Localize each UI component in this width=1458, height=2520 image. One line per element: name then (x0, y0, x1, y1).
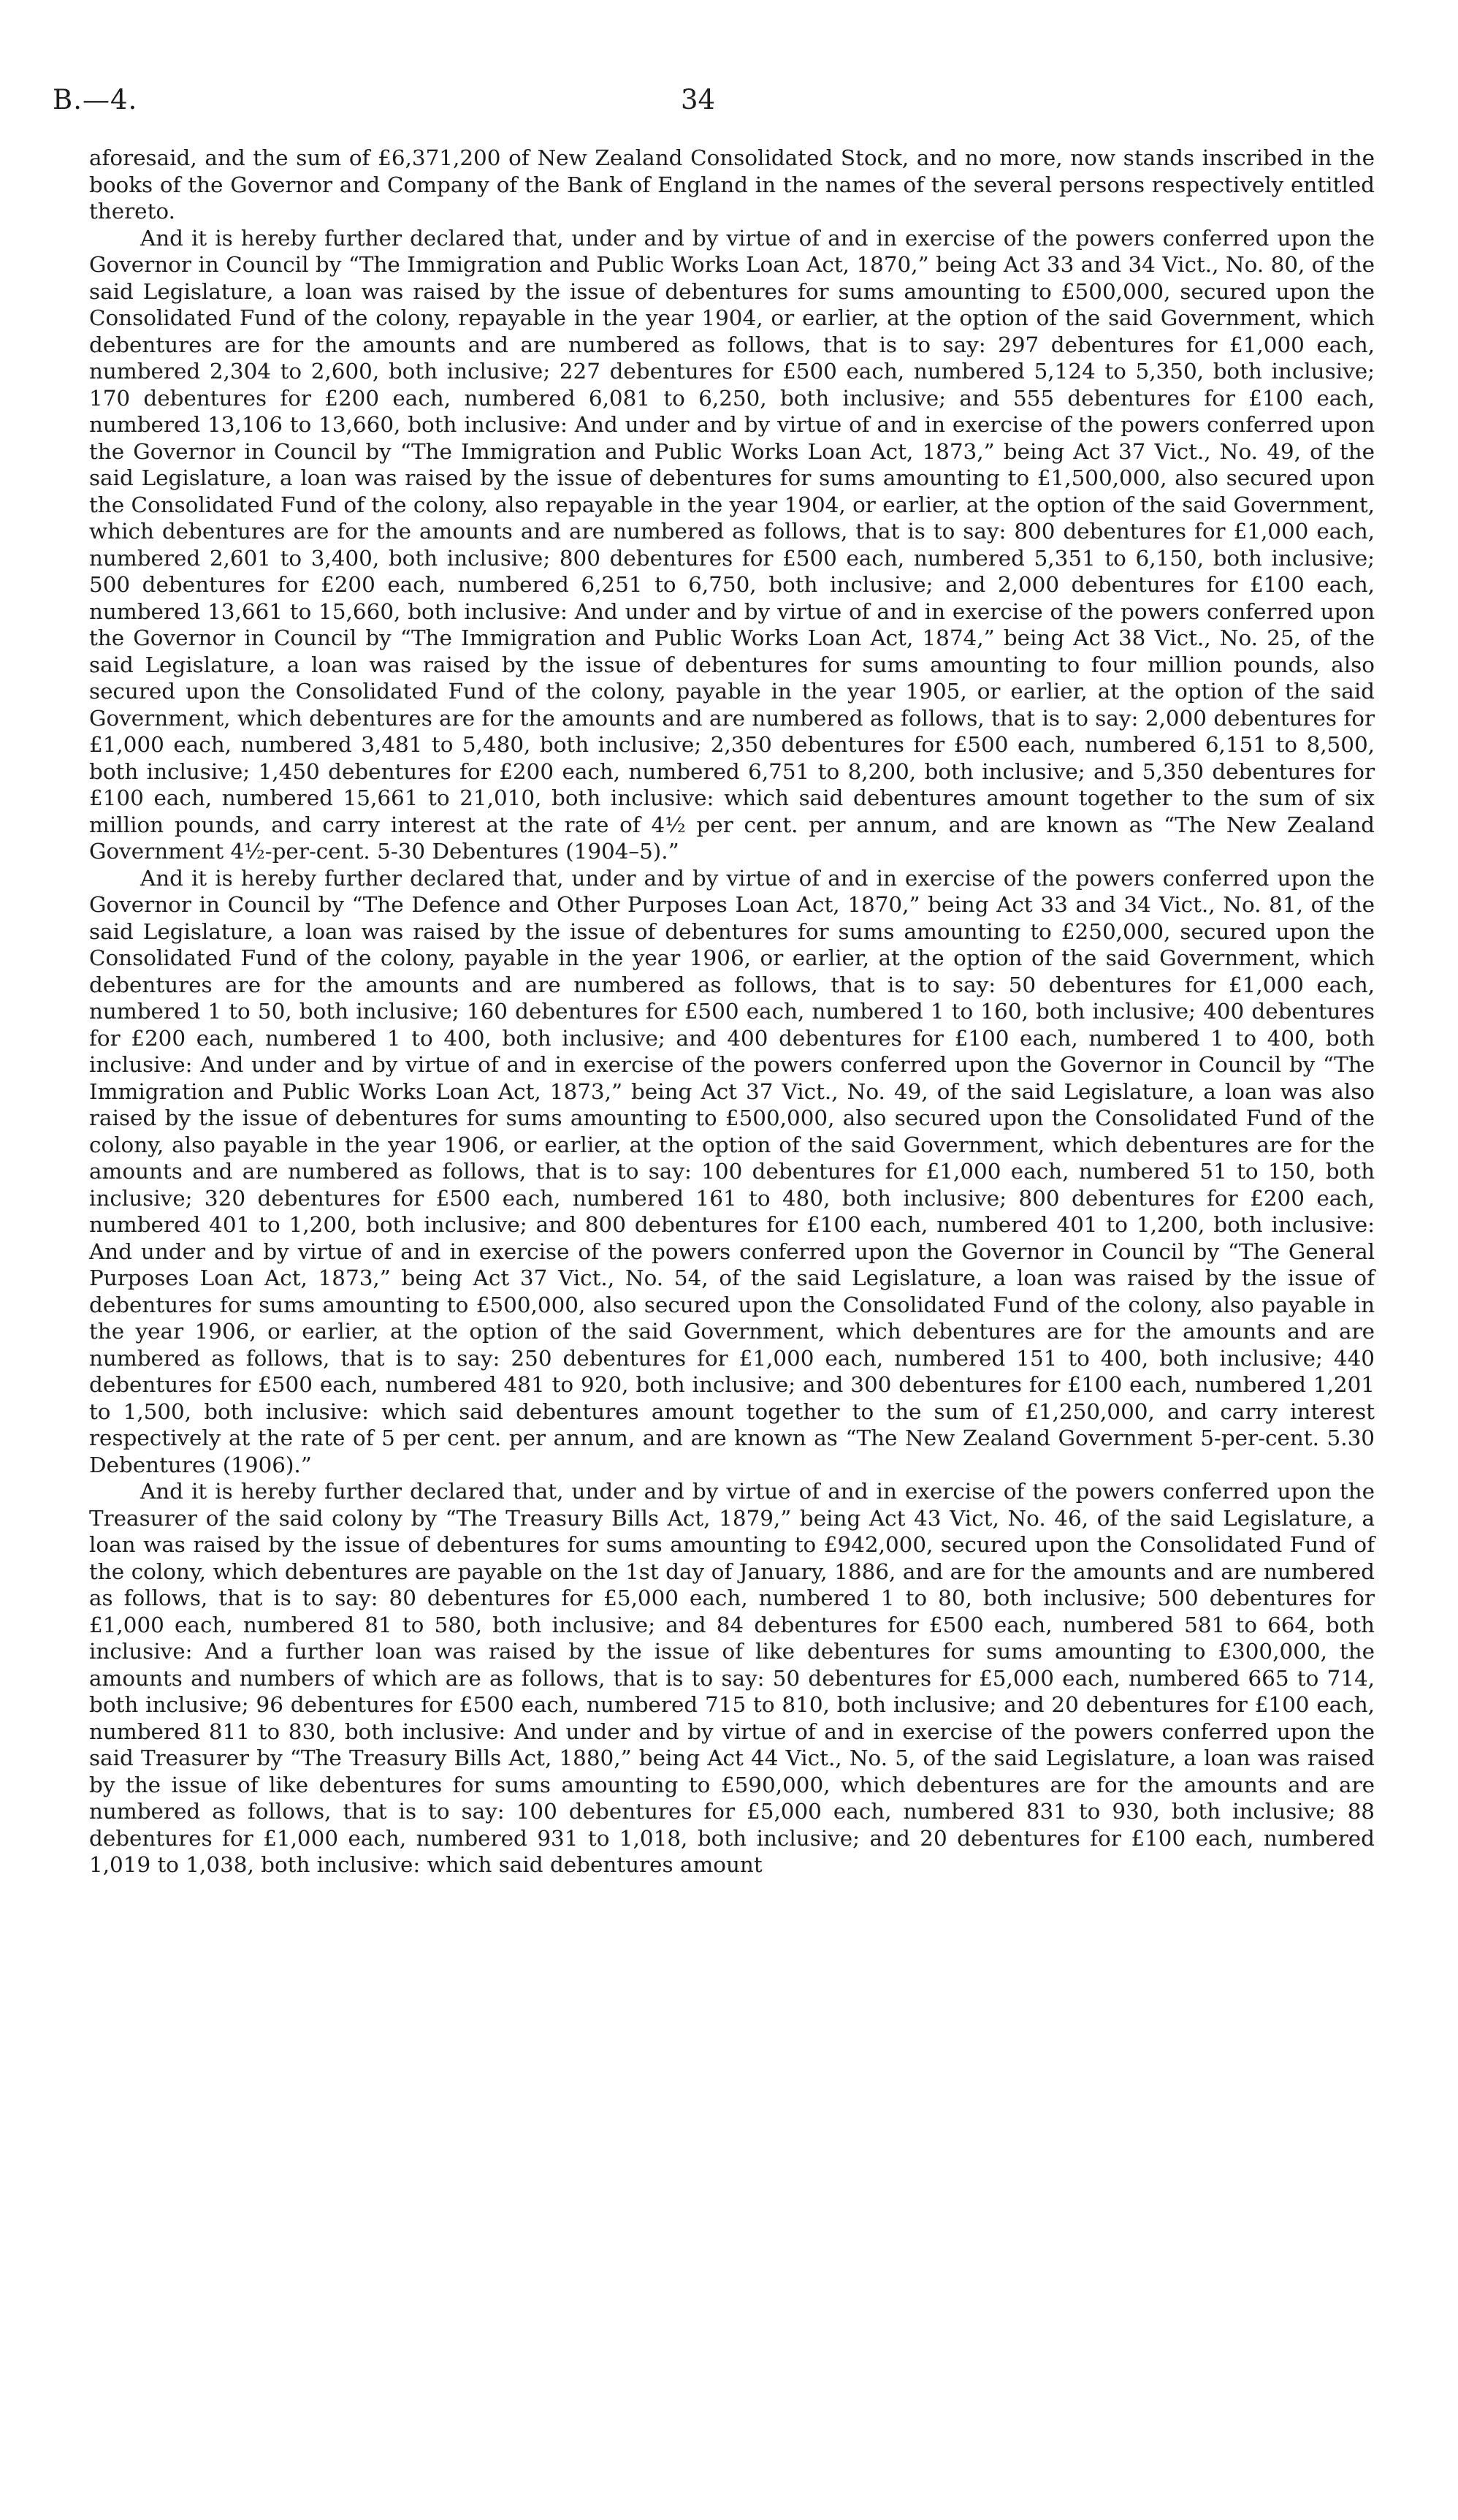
body-text (89, 145, 1375, 1878)
paragraph-treasury-bills: And it is hereby further declared that, under and by virtue of and in exercise of the powers conferred upon the Treasurer of the said colony by “The Treasury Bills Act, 1879,” being Act 43 Vict, No. 46, of the said Legislature, a loan was raised by the issue of debentures for sums amounting to £942,000, secured upon the Consolidated Fund of the colony, which debentures are payable on the 1st day of January, 1886, and are for the amounts and are numbered as follows, that is to say: 80 debentures for £5,000 each, numbered 1 to 80, both inclusive; 500 debentures for £1,000 each, numbered 81 to 580, both inclusive; and 84 debentures for £500 each, numbered 581 to 664, both inclusive: And a further loan was raised by the issue of like debentures for sums amounting to £300,000, the amounts and numbers of which are as follows, that is to say: 50 debentures for £5,000 each, numbered 665 to 714, both inclusive; 96 debentures for £500 each, numbered 715 to 810, both inclusive; and 20 debentures for £100 each, numbered 811 to 830, both inclusive: And under and by virtue of and in exercise of the powers conferred upon the said Treasurer by “The Treasury Bills Act, 1880,” being Act 44 Vict., No. 5, of the said Legislature, a loan was raised by the issue of like debentures for sums amounting to £590,000, which debentures are for the amounts and are numbered as follows, that is to say: 100 debentures for £5,000 each, numbered 831 to 930, both inclusive; 88 debentures for £1,000 each, numbered 931 to 1,018, both inclusive; and 20 debentures for £100 each, numbered 1,019 to 1,038, both inclusive: which said debentures amount (89, 1479, 1375, 1877)
page-header (53, 84, 1375, 128)
paragraph-continuation: aforesaid, and the sum of £6,371,200 of New Zealand Consolidated Stock, and no more, now stands inscribed in the books of the Governor and Company of the Bank of England in the names of the several persons respectively entitled thereto. (89, 145, 1375, 224)
document-reference: B.—4. (53, 84, 138, 115)
page-number: 34 (681, 84, 716, 115)
paragraph-immigration-loans: And it is hereby further declared that, under and by virtue of and in exercise of the powers conferred upon the Governor in Council by “The Immigration and Public Works Loan Act, 1870,” being Act 33 and 34 Vict., No. 80, of the said Legislature, a loan was raised by the issue of debentures for sums amounting to £500,000, secured upon the Consolidated Fund of the colony, repayable in the year 1904, or earlier, at the option of the said Government, which debentures are for the amounts and are numbered as follows, that is to say: 297 debentures for £1,000 each, numbered 2,304 to 2,600, both inclusive; 227 debentures for £500 each, numbered 5,124 to 5,350, both inclusive; 170 debentures for £200 each, numbered 6,081 to 6,250, both inclusive; and 555 debentures for £100 each, numbered 13,106 to 13,660, both inclusive: And under and by virtue of and in exercise of the powers conferred upon the Governor in Council by “The Immigration and Public Works Loan Act, 1873,” being Act 37 Vict., No. 49, of the said Legislature, a loan was raised by the issue of debentures for sums amounting to £1,500,000, also secured upon the Consolidated Fund of the colony, also repayable in the year 1904, or earlier, at the option of the said Government, which debentures are for the amounts and are numbered as follows, that is to say: 800 debentures for £1,000 each, numbered 2,601 to 3,400, both inclusive; 800 debentures for £500 each, numbered 5,351 to 6,150, both inclusive; 500 debentures for £200 each, numbered 6,251 to 6,750, both inclusive; and 2,000 debentures for £100 each, numbered 13,661 to 15,660, both inclusive: And under and by virtue of and in exercise of the powers conferred upon the Governor in Council by “The Immigration and Public Works Loan Act, 1874,” being Act 38 Vict., No. 25, of the said Legislature, a loan was raised by the issue of debentures for sums amounting to four million pounds, also secured upon the Consolidated Fund of the colony, payable in the year 1905, or earlier, at the option of the said Government, which debentures are for the amounts and are numbered as follows, that is to say: 2,000 debentures for £1,000 each, numbered 3,481 to 5,480, both inclusive; 2,350 debentures for £500 each, numbered 6,151 to 8,500, both inclusive; 1,450 debentures for £200 each, numbered 6,751 to 8,200, both inclusive; and 5,350 debentures for £100 each, numbered 15,661 to 21,010, both inclusive: which said debentures amount together to the sum of six million pounds, and carry interest at the rate of 4½ per cent. per annum, and are known as “The New Zealand Government 4½-per-cent. 5-30 Debentures (1904–5).” (89, 225, 1375, 864)
paragraph-defence-loans: And it is hereby further declared that, under and by virtue of and in exercise of the powers conferred upon the Governor in Council by “The Defence and Other Purposes Loan Act, 1870,” being Act 33 and 34 Vict., No. 81, of the said Legislature, a loan was raised by the issue of debentures for sums amounting to £250,000, secured upon the Consolidated Fund of the colony, payable in the year 1906, or earlier, at the option of the said Government, which debentures are for the amounts and are numbered as follows, that is to say: 50 debentures for £1,000 each, numbered 1 to 50, both inclusive; 160 debentures for £500 each, numbered 1 to 160, both inclusive; 400 debentures for £200 each, numbered 1 to 400, both inclusive; and 400 debentures for £100 each, numbered 1 to 400, both inclusive: And under and by virtue of and in exercise of the powers conferred upon the Governor in Council by “The Immigration and Public Works Loan Act, 1873,” being Act 37 Vict., No. 49, of the said Legislature, a loan was also raised by the issue of debentures for sums amounting to £500,000, also secured upon the Consolidated Fund of the colony, also payable in the year 1906, or earlier, at the option of the said Government, which debentures are for the amounts and are numbered as follows, that is to say: 100 debentures for £1,000 each, numbered 51 to 150, both inclusive; 320 debentures for £500 each, numbered 161 to 480, both inclusive; 800 debentures for £200 each, numbered 401 to 1,200, both inclusive; and 800 debentures for £100 each, numbered 401 to 1,200, both inclusive: And under and by virtue of and in exercise of the powers conferred upon the Governor in Council by “The General Purposes Loan Act, 1873,” being Act 37 Vict., No. 54, of the said Legislature, a loan was raised by the issue of debentures for sums amounting to £500,000, also secured upon the Consolidated Fund of the colony, also payable in the year 1906, or earlier, at the option of the said Government, which debentures are for the amounts and are numbered as follows, that is to say: 250 debentures for £1,000 each, numbered 151 to 400, both inclusive; 440 debentures for £500 each, numbered 481 to 920, both inclusive; and 300 debentures for £100 each, numbered 1,201 to 1,500, both inclusive: which said debentures amount together to the sum of £1,250,000, and carry interest respectively at the rate of 5 per cent. per annum, and are known as “The New Zealand Government 5-per-cent. 5.30 Debentures (1906).” (89, 865, 1375, 1477)
